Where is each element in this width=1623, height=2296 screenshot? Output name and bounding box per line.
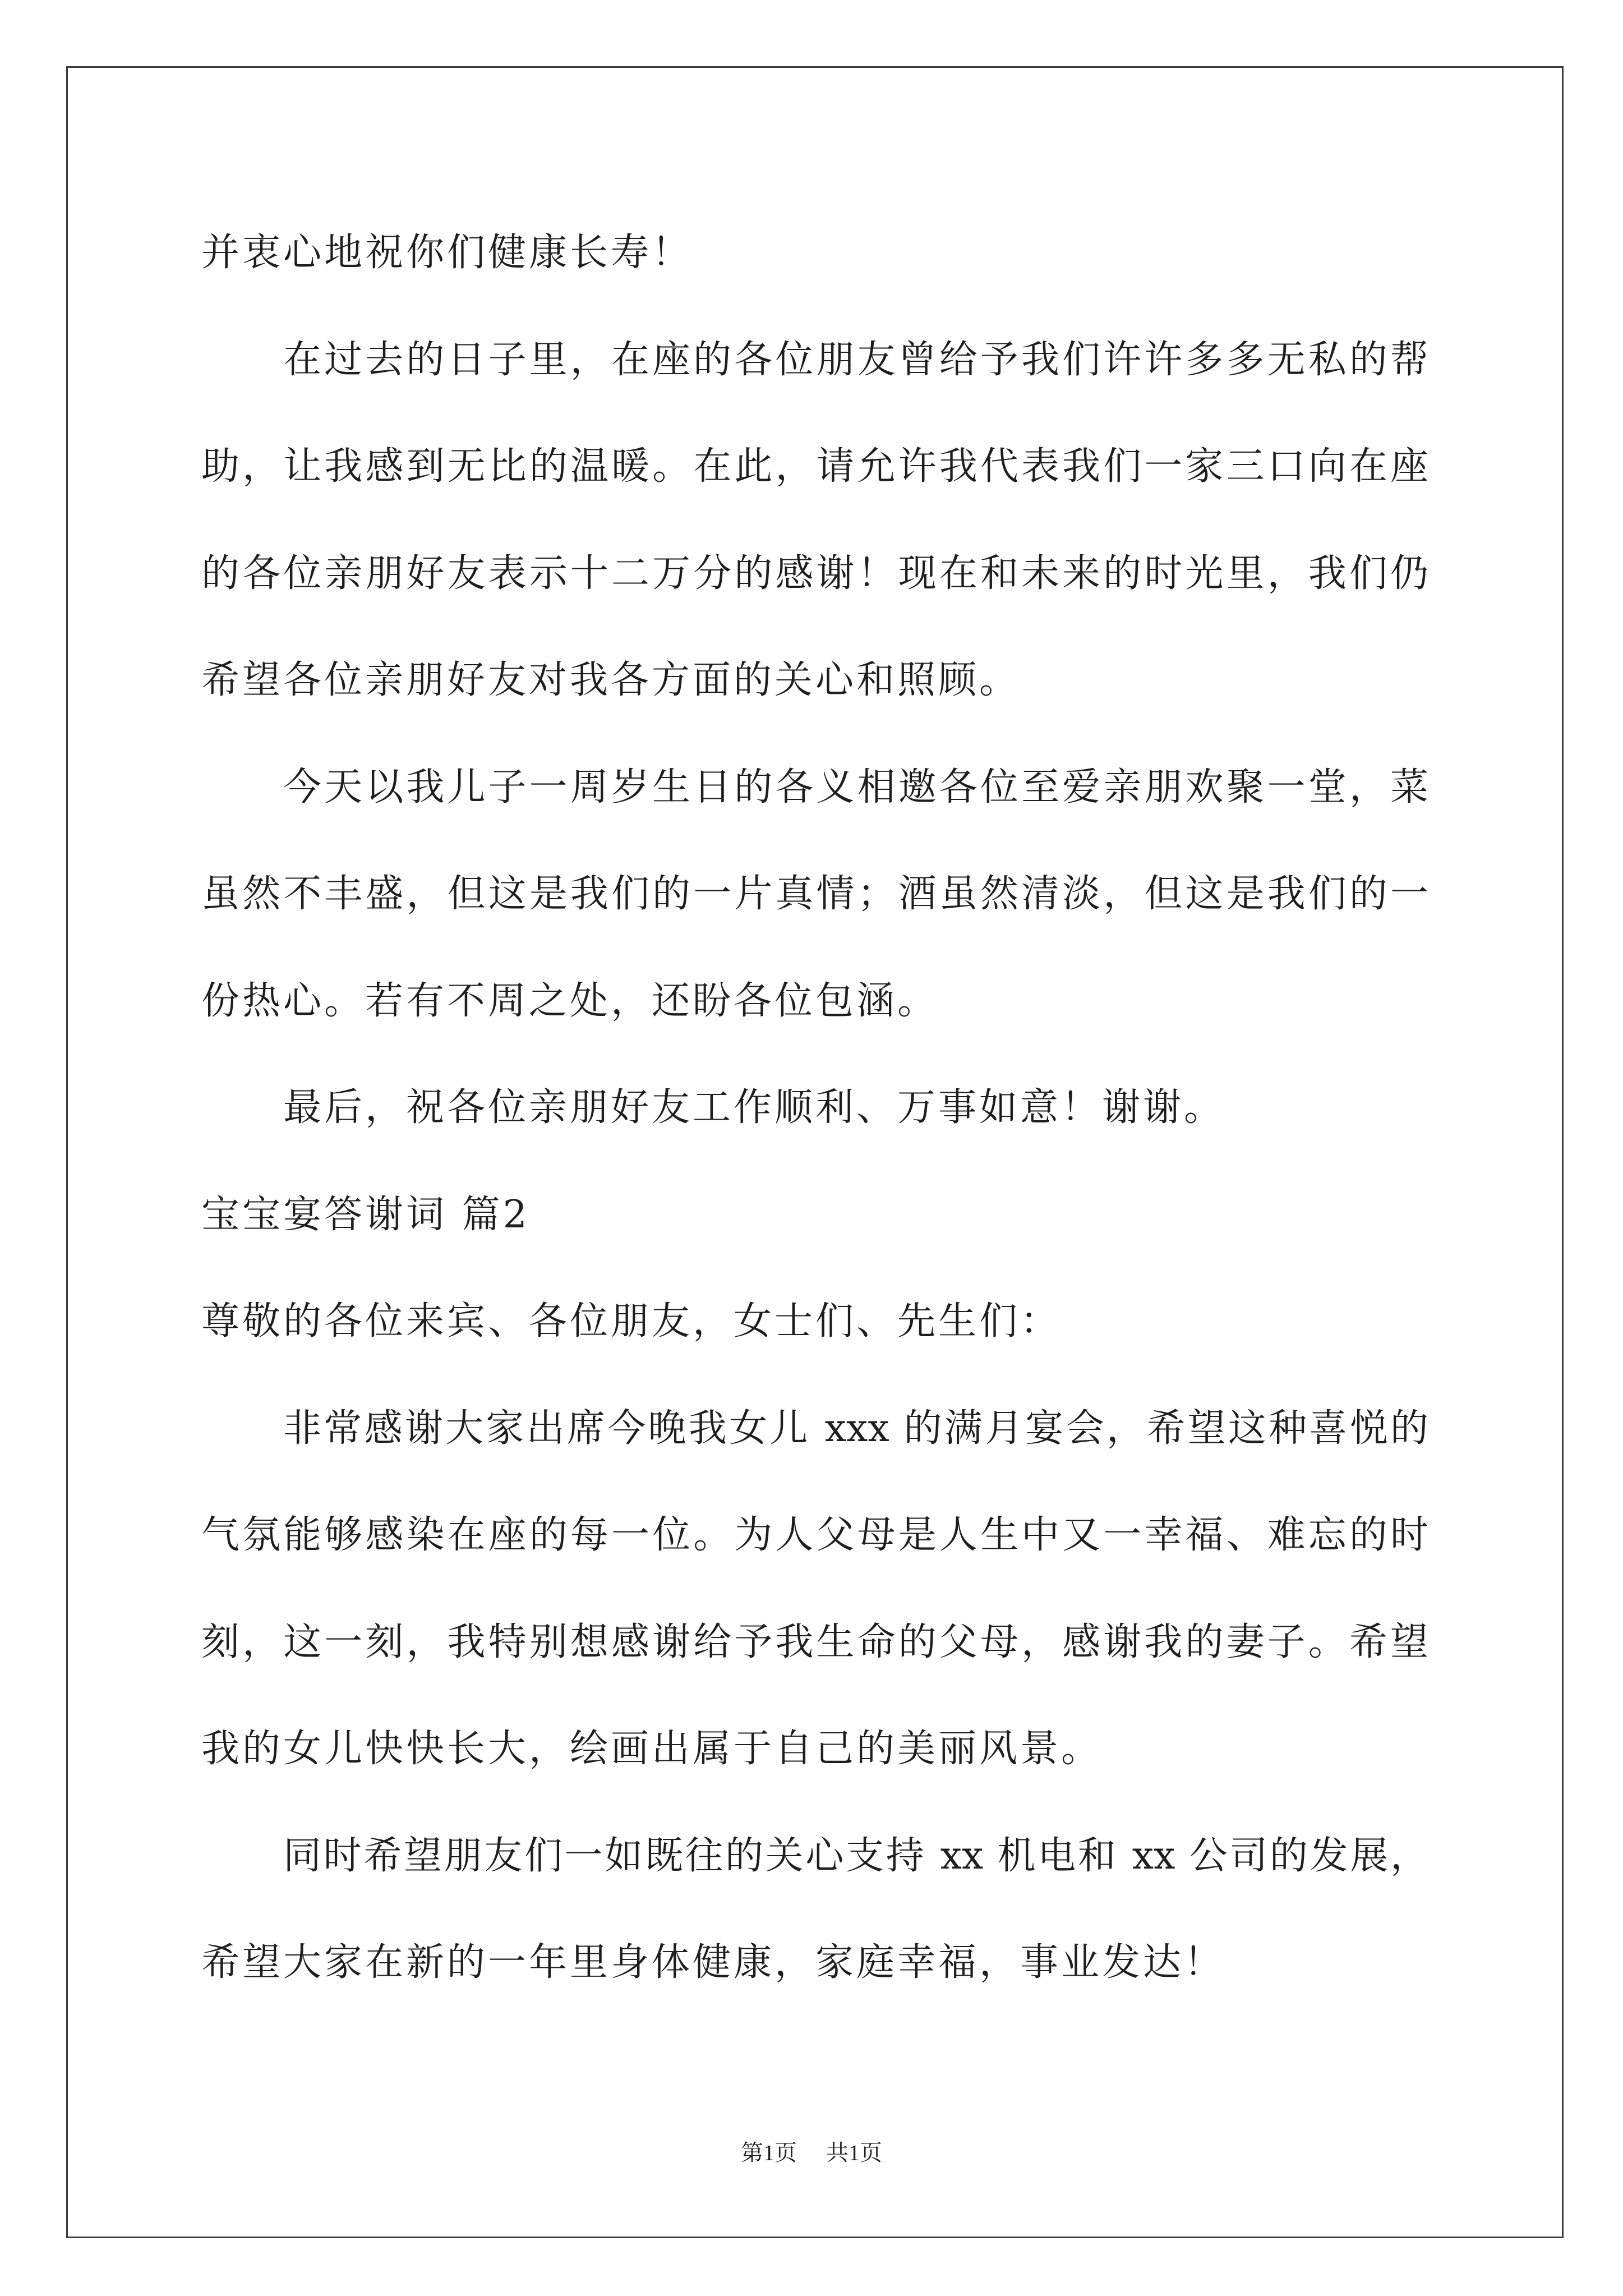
text-line: 气氛能够感染在座的每一位。为人父母是人生中又一幸福、难忘的时 [201, 1513, 1428, 1557]
text-line: 非常感谢大家出席今晚我女儿 xxx 的满月宴会，希望这种喜悦的 [283, 1406, 1428, 1451]
text-line: 最后，祝各位亲朋好友工作顺利、万事如意！谢谢。 [283, 1085, 1225, 1130]
text-line: 在过去的日子里，在座的各位朋友曾给予我们许许多多无私的帮 [283, 337, 1428, 382]
text-line: 今天以我儿子一周岁生日的各义相邀各位至爱亲朋欢聚一堂，菜 [283, 765, 1428, 809]
text-line: 希望各位亲朋好友对我各方面的关心和照顾。 [201, 658, 1021, 702]
text-line: 同时希望朋友们一如既往的关心支持 xx 机电和 xx 公司的发展， [283, 1833, 1428, 1878]
text-line: 希望大家在新的一年里身体健康，家庭幸福，事业发达！ [201, 1940, 1225, 1985]
page-number: 第1页 [741, 2140, 797, 2165]
document-body [201, 200, 1428, 2017]
text-line: 助，让我感到无比的温暖。在此，请允许我代表我们一家三口向在座 [201, 444, 1428, 489]
text-line: 并衷心地祝你们健康长寿！ [201, 231, 693, 275]
text-line: 我的女儿快快长大，绘画出属于自己的美丽风景。 [201, 1727, 1103, 1771]
salutation: 尊敬的各位来宾、各位朋友，女士们、先生们： [201, 1299, 1062, 1343]
text-line: 刻，这一刻，我特别想感谢给予我生命的父母，感谢我的妻子。希望 [201, 1619, 1428, 1664]
text-line: 虽然不丰盛，但这是我们的一片真情；酒虽然清淡，但这是我们的一 [201, 872, 1428, 916]
page-total: 共1页 [826, 2140, 882, 2165]
text-line: 份热心。若有不周之处，还盼各位包涵。 [201, 978, 939, 1023]
page-footer [0, 2137, 1623, 2169]
text-line: 的各位亲朋好友表示十二万分的感谢！现在和未来的时光里，我们仍 [201, 551, 1428, 596]
section-heading: 宝宝宴答谢词 篇2 [201, 1192, 530, 1237]
